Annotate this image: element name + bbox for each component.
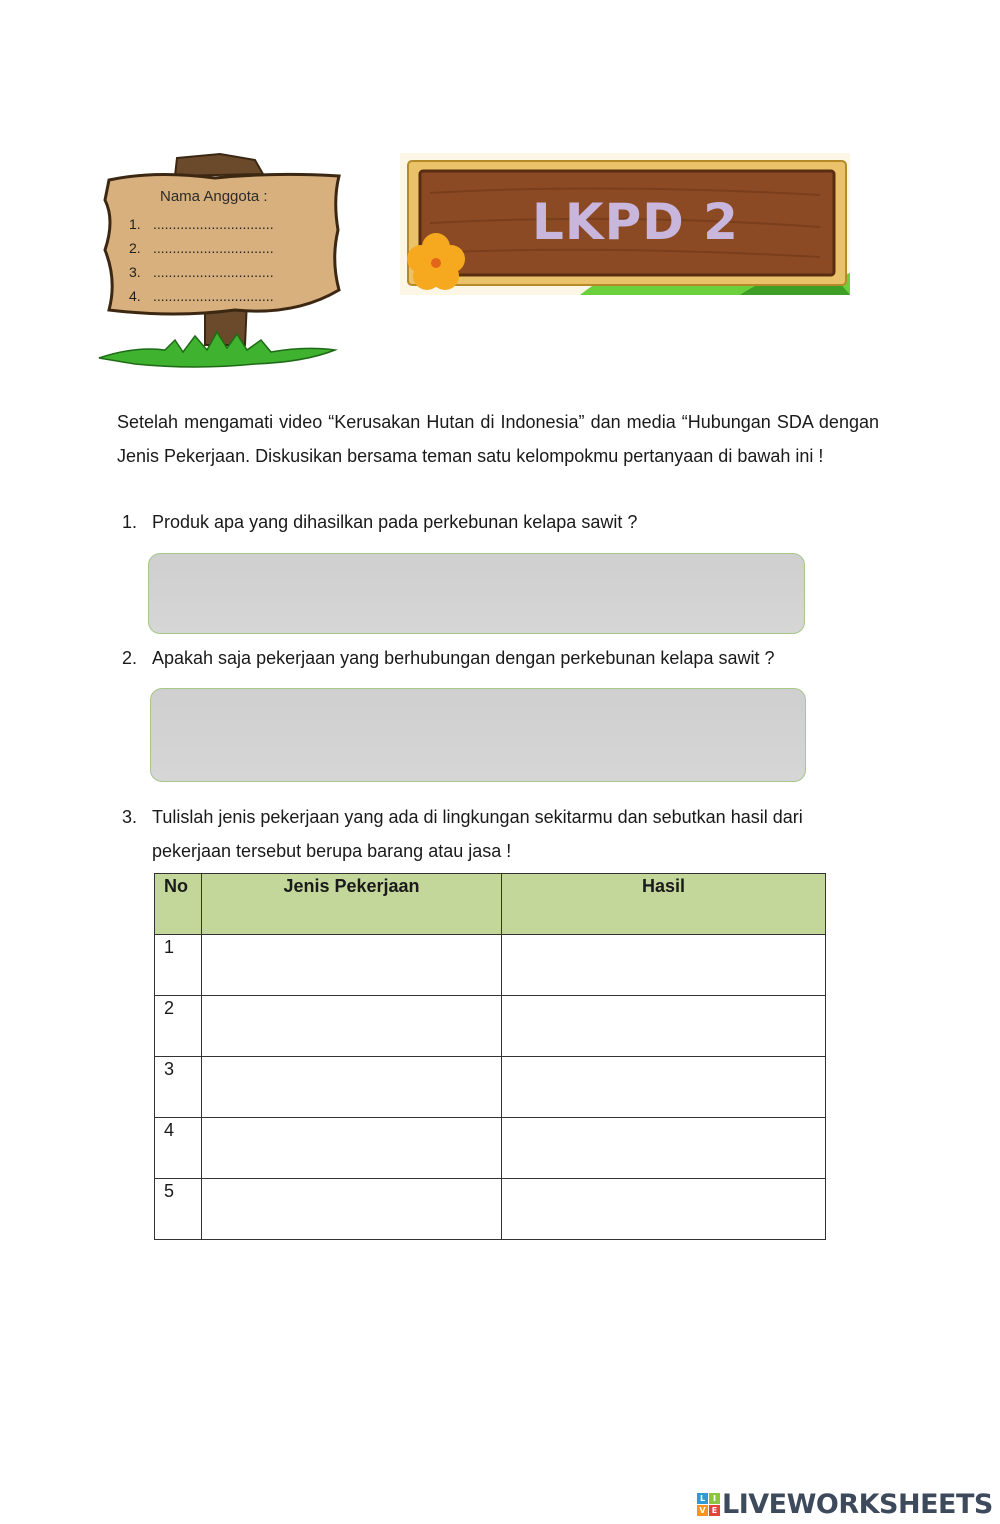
answer-box-1[interactable] bbox=[148, 553, 805, 634]
job-table bbox=[154, 873, 826, 1240]
question-1 bbox=[122, 505, 882, 539]
row-number: 3 bbox=[155, 1057, 202, 1118]
table-header-row bbox=[155, 874, 826, 935]
member-number: 1. bbox=[129, 216, 141, 232]
logo-mark-icon bbox=[697, 1493, 720, 1516]
hasil-cell[interactable] bbox=[502, 1057, 826, 1118]
logo-letter: V bbox=[697, 1505, 708, 1516]
jenis-pekerjaan-cell[interactable] bbox=[202, 1057, 502, 1118]
question-3 bbox=[122, 800, 892, 868]
logo-letter: L bbox=[697, 1493, 708, 1504]
header-jenis-pekerjaan: Jenis Pekerjaan bbox=[202, 874, 502, 935]
member-number: 3. bbox=[129, 264, 141, 280]
question-number: 3. bbox=[122, 807, 138, 827]
question-text-continued: pekerjaan tersebut berupa barang atau jasa ! bbox=[152, 841, 512, 861]
table-row bbox=[155, 935, 826, 996]
header-hasil: Hasil bbox=[502, 874, 826, 935]
logo-letter: I bbox=[709, 1493, 720, 1504]
member-item[interactable] bbox=[129, 284, 274, 308]
question-text: Apakah saja pekerjaan yang berhubungan dengan perkebunan kelapa sawit ? bbox=[152, 648, 775, 668]
member-item[interactable] bbox=[129, 260, 274, 284]
table-row bbox=[155, 1118, 826, 1179]
member-sign bbox=[95, 150, 345, 378]
hasil-cell[interactable] bbox=[502, 1118, 826, 1179]
member-number: 4. bbox=[129, 288, 141, 304]
member-item[interactable] bbox=[129, 236, 274, 260]
table-row bbox=[155, 1179, 826, 1240]
answer-box-2[interactable] bbox=[150, 688, 806, 782]
question-number: 2. bbox=[122, 648, 138, 668]
jenis-pekerjaan-cell[interactable] bbox=[202, 996, 502, 1057]
hasil-cell[interactable] bbox=[502, 996, 826, 1057]
jenis-pekerjaan-cell[interactable] bbox=[202, 1118, 502, 1179]
logo-letter: E bbox=[709, 1505, 720, 1516]
member-blank: ............................... bbox=[153, 240, 274, 256]
member-blank: ............................... bbox=[153, 288, 274, 304]
jenis-pekerjaan-cell[interactable] bbox=[202, 1179, 502, 1240]
hasil-cell[interactable] bbox=[502, 1179, 826, 1240]
member-number: 2. bbox=[129, 240, 141, 256]
table-row bbox=[155, 1057, 826, 1118]
question-2 bbox=[122, 641, 882, 675]
table-row bbox=[155, 996, 826, 1057]
liveworksheets-logo[interactable] bbox=[697, 1487, 993, 1521]
question-text: Produk apa yang dihasilkan pada perkebunan kelapa sawit ? bbox=[152, 512, 638, 532]
row-number: 5 bbox=[155, 1179, 202, 1240]
sign-title: Nama Anggota : bbox=[160, 188, 268, 205]
member-blank: ............................... bbox=[153, 216, 274, 232]
logo-text: LIVEWORKSHEETS bbox=[722, 1488, 993, 1520]
hasil-cell[interactable] bbox=[502, 935, 826, 996]
row-number: 2 bbox=[155, 996, 202, 1057]
banner-title: LKPD 2 bbox=[532, 193, 739, 251]
member-blank: ............................... bbox=[153, 264, 274, 280]
question-number: 1. bbox=[122, 512, 138, 532]
row-number: 4 bbox=[155, 1118, 202, 1179]
row-number: 1 bbox=[155, 935, 202, 996]
header-no: No bbox=[155, 874, 202, 935]
member-item[interactable] bbox=[129, 212, 274, 236]
member-list bbox=[129, 212, 274, 308]
question-text: Tulislah jenis pekerjaan yang ada di lingkungan sekitarmu dan sebutkan hasil dari bbox=[152, 807, 803, 827]
intro-paragraph: Setelah mengamati video “Kerusakan Hutan di Indonesia” dan media “Hubungan SDA dengan Jenis Pekerjaan. Diskusikan bersama teman satu kelompokmu pertanyaan di bawah ini ! bbox=[117, 412, 879, 466]
lkpd-banner bbox=[400, 153, 850, 295]
jenis-pekerjaan-cell[interactable] bbox=[202, 935, 502, 996]
